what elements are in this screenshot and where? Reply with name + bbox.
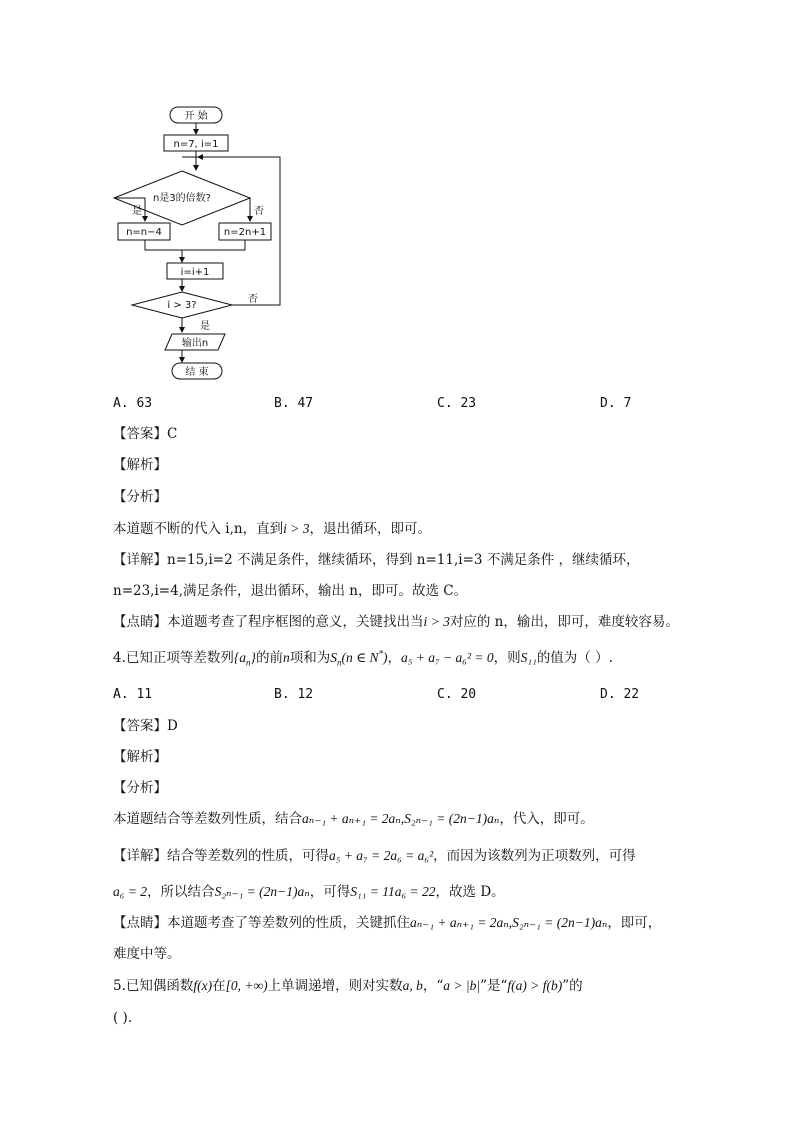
flow-yes-1: 是 [132, 206, 142, 217]
detail-tag: 【详解】 [113, 848, 167, 864]
q3-option-c: C. 23 [437, 396, 477, 411]
text-span: ，退出循环，即可。 [309, 521, 431, 537]
text-span: 本道题结合等差数列性质，结合 [113, 811, 302, 827]
math-span: i > 3 [423, 614, 450, 629]
math-span: aₙ₋₁ + aₙ₊₁ = 2aₙ,S₂ₙ₋₁ = (2n−1)aₙ [410, 915, 608, 930]
math-span: [0, +∞) [225, 978, 268, 993]
q3-analysis-tag: 【解析】 [113, 457, 167, 473]
q4-fenxi-tag: 【分析】 [113, 780, 167, 796]
flow-left-text: n=n−4 [126, 227, 162, 238]
answer-value: D [167, 718, 178, 734]
q4-option-d: D. 22 [600, 687, 640, 702]
math-span: a, b [402, 978, 423, 993]
q3-point [113, 612, 679, 632]
q5-stem [113, 976, 583, 996]
text-span: ，可得 [309, 884, 351, 900]
math-sup: * [378, 648, 383, 659]
text-span: 5.已知偶函数 [113, 978, 194, 994]
text-span: n=15,i=2 不满足条件，继续循环，得到 n=11,i=3 不满足条件 ，继续循环， [167, 552, 640, 568]
q4-stem [113, 648, 613, 668]
math-sub: n [246, 657, 251, 668]
text-span: 项和为 [289, 650, 331, 666]
text-span: 上单调递增，则对实数 [267, 978, 403, 994]
flowchart [110, 100, 300, 390]
text-span: 在 [212, 978, 226, 994]
math-span: a₅ + a₇ − a₆² = 0 [400, 650, 494, 665]
q4-analysis-tag: 【解析】 [113, 749, 167, 765]
point-tag: 【点睛】 [113, 915, 167, 931]
math-span: S₂ₙ₋₁ = (2n−1)aₙ [214, 884, 310, 899]
math-part: ) [382, 650, 388, 665]
q3-detail-line1 [113, 550, 640, 570]
flow-no-2: 否 [248, 294, 258, 305]
q4-fenxi-text [113, 809, 594, 829]
q4-point [113, 913, 661, 933]
detail-tag: 【详解】 [113, 552, 167, 568]
math-part: (n ∈ N [341, 650, 379, 665]
q4-point-line2: 难度中等。 [113, 946, 181, 962]
q3-fenxi-tag: 【分析】 [113, 489, 167, 505]
text-span: ，则 [493, 650, 521, 666]
text-span: ，所以结合 [147, 884, 215, 900]
q3-fenxi-text [113, 519, 431, 539]
text-span: 本道题考查了程序框图的意义，关键找出当 [167, 614, 424, 630]
flow-yes-2: 是 [200, 321, 210, 332]
q3-option-d: D. 7 [600, 396, 632, 411]
text-span: ，故选 D。 [435, 884, 505, 900]
q3-answer [113, 424, 177, 444]
answer-tag: 【答案】 [113, 718, 167, 734]
math-span [330, 648, 388, 668]
q3-option-b: B. 47 [274, 396, 314, 411]
math-span: f(a) > f(b) [507, 978, 563, 993]
text-span: 的前 [255, 650, 283, 666]
flow-end-text: 结 束 [185, 367, 209, 378]
text-span: 的值为（ ）. [536, 650, 613, 666]
q4-answer [113, 716, 178, 736]
math-span [233, 650, 256, 668]
q4-detail-line2 [113, 882, 505, 902]
text-span: 本道题不断的代入 i,n，直到 [113, 521, 284, 537]
text-span: ，即可， [607, 915, 662, 931]
text-span: ”是“ [480, 978, 508, 994]
math-part: {a [233, 650, 247, 665]
point-tag: 【点睛】 [113, 614, 167, 630]
flow-right-text: n=2n+1 [223, 227, 267, 238]
math-span: f(x) [193, 978, 213, 993]
text-span: 对应的 n，输出，即可，难度较容易。 [449, 614, 679, 630]
math-span: i > 3 [283, 521, 310, 536]
math-span: S₁₁ [520, 650, 537, 665]
math-span: a₆ = 2 [113, 884, 148, 899]
q4-option-a: A. 11 [113, 687, 153, 702]
text-span: 结合等差数列的性质，可得 [167, 848, 329, 864]
flow-init-text: n=7, i=1 [173, 139, 219, 150]
answer-tag: 【答案】 [113, 426, 167, 442]
math-span: a₅ + a₇ = 2a₆ = a₆² [329, 848, 434, 863]
q5-stem-line2: ( ). [113, 1010, 133, 1026]
text-span: ，“ [422, 978, 444, 994]
text-span: ”的 [562, 978, 583, 994]
math-part: S [330, 650, 337, 665]
math-span: aₙ₋₁ + aₙ₊₁ = 2aₙ,S₂ₙ₋₁ = (2n−1)aₙ [302, 811, 500, 826]
text-span: ，而因为该数列为正项数列，可得 [433, 848, 636, 864]
q3-detail-line2: n=23,i=4,满足条件，退出循环，输出 n，即可。故选 C。 [113, 583, 468, 599]
text-span: ， [387, 650, 401, 666]
q3-option-a: A. 63 [113, 396, 153, 411]
answer-value: C [167, 426, 178, 442]
math-sub: n [336, 657, 342, 668]
q4-option-c: C. 20 [437, 687, 477, 702]
text-span: ，代入，即可。 [499, 811, 594, 827]
flow-output-text: 输出n [181, 338, 209, 349]
text-span: 本道题考查了等差数列的性质，关键抓住 [167, 915, 410, 931]
flow-no-1: 否 [254, 206, 264, 217]
flow-start-text: 开 始 [184, 111, 208, 122]
math-span: a > |b| [443, 978, 481, 993]
q4-option-b: B. 12 [274, 687, 314, 702]
math-part: } [250, 650, 256, 665]
flow-decision-1-text: n是3的倍数? [152, 193, 212, 204]
math-span: S₁₁ = 11a₆ = 22 [350, 884, 436, 899]
math-span: n [282, 650, 290, 665]
text-span: 4.已知正项等差数列 [113, 650, 234, 666]
q4-detail-line1 [113, 846, 636, 866]
flow-decision-2-text: i > 3? [167, 300, 197, 311]
flow-inc-text: i=i+1 [180, 267, 210, 278]
